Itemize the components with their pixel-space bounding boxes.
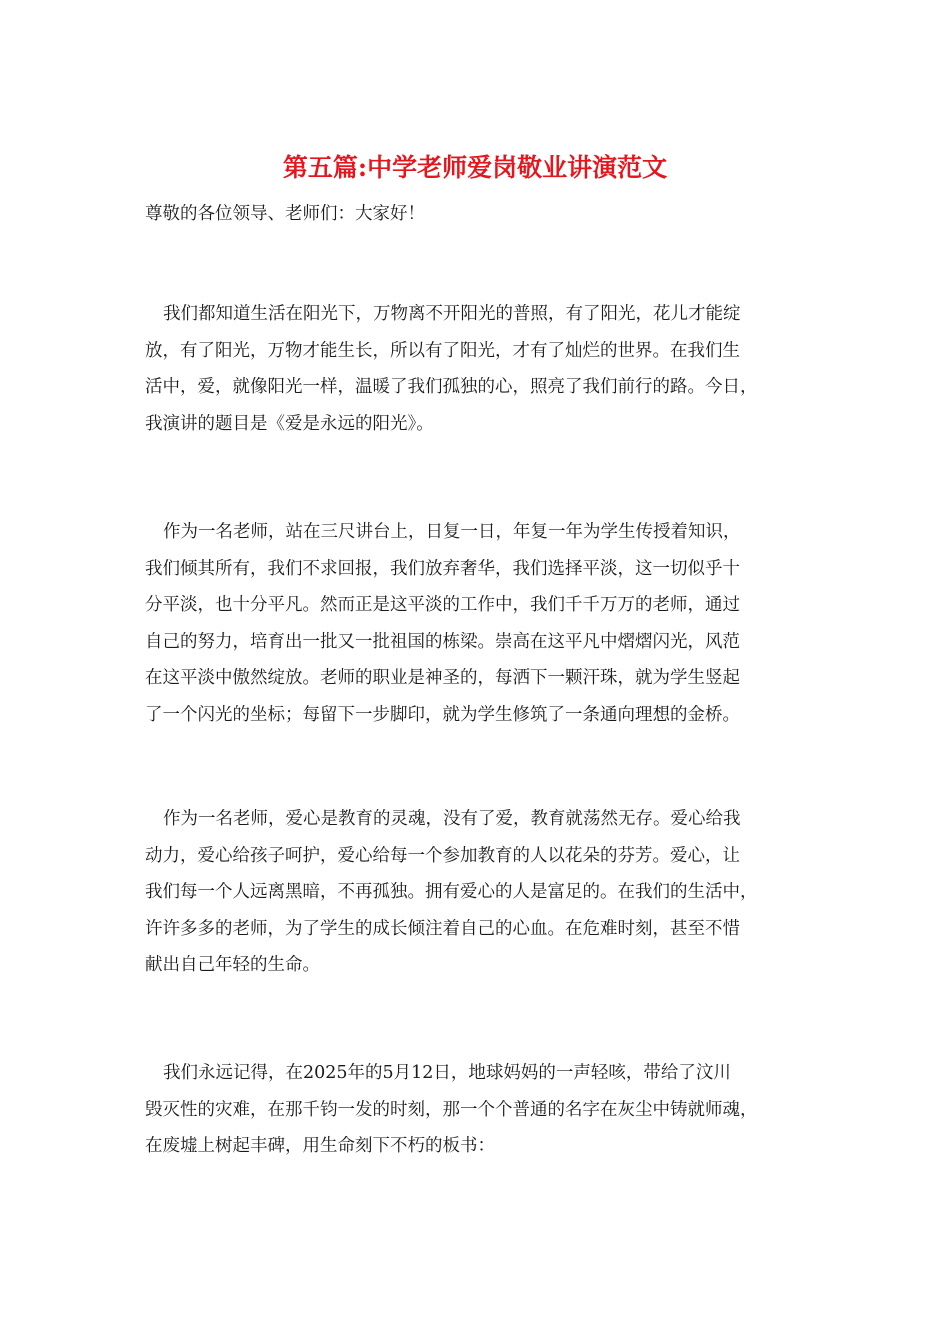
greeting-line: 尊敬的各位领导、老师们：大家好！ (145, 204, 425, 224)
paragraph-line: 献出自己年轻的生命。 (145, 955, 320, 976)
paragraph-line: 活中，爱，就像阳光一样，温暖了我们孤独的心，照亮了我们前行的路。今日， (145, 377, 758, 398)
paragraph-1 (145, 296, 805, 442)
paragraph-line: 分平淡，也十分平凡。然而正是这平淡的工作中，我们千千万万的老师，通过 (145, 595, 740, 616)
paragraph-3 (145, 801, 805, 984)
paragraph-4 (145, 1055, 805, 1165)
paragraph-line: 自己的努力，培育出一批又一批祖国的栋梁。崇高在这平凡中熠熠闪光，风范 (145, 631, 740, 652)
paragraph-line: 作为一名老师，站在三尺讲台上，日复一日，年复一年为学生传授着知识， (163, 522, 741, 542)
document-title: 第五篇:中学老师爱岗敬业讲演范文 (282, 153, 668, 182)
paragraph-line: 毁灭性的灾难，在那千钧一发的时刻，那一个个普通的名字在灰尘中铸就师魂， (145, 1099, 758, 1120)
paragraph-line: 我们倾其所有，我们不求回报，我们放弃奢华，我们选择平淡，这一切似乎十 (145, 558, 740, 579)
paragraph-line: 动力，爱心给孩子呵护，爱心给每一个参加教育的人以花朵的芬芳。爱心，让 (145, 845, 740, 866)
paragraph-line: 放，有了阳光，万物才能生长，所以有了阳光，才有了灿烂的世界。在我们生 (145, 340, 740, 361)
paragraph-2 (145, 514, 805, 734)
paragraph-line: 了一个闪光的坐标；每留下一步脚印，就为学生修筑了一条通向理想的金桥。 (145, 704, 740, 725)
paragraph-line: 在废墟上树起丰碑，用生命刻下不朽的板书： (145, 1136, 495, 1157)
paragraph-line: 作为一名老师，爱心是教育的灵魂，没有了爱，教育就荡然无存。爱心给我 (163, 809, 741, 829)
paragraph-line: 在这平淡中傲然绽放。老师的职业是神圣的，每洒下一颗汗珠，就为学生竖起 (145, 668, 740, 689)
paragraph-line: 许许多多的老师，为了学生的成长倾注着自己的心血。在危难时刻，甚至不惜 (145, 918, 740, 939)
paragraph-line: 我们都知道生活在阳光下，万物离不开阳光的普照，有了阳光，花儿才能绽 (163, 304, 741, 324)
paragraph-line: 我们每一个人远离黑暗，不再孤独。拥有爱心的人是富足的。在我们的生活中， (145, 882, 758, 903)
paragraph-line: 我演讲的题目是《爱是永远的阳光》。 (145, 413, 434, 434)
paragraph-line: 我们永远记得，在2025年的5月12日，地球妈妈的一声轻咳，带给了汶川 (163, 1063, 731, 1083)
